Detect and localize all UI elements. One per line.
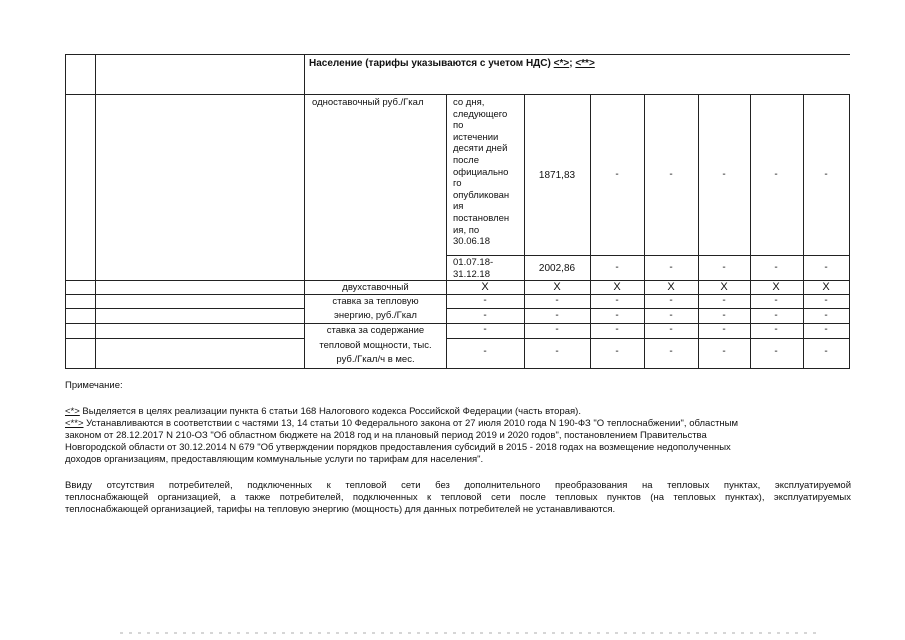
dash-r7-c6: - <box>774 346 778 357</box>
x-mark-c2: X <box>553 281 561 293</box>
section-header <box>309 58 595 70</box>
col-line-right <box>849 94 850 369</box>
col-line-5 <box>590 94 591 369</box>
x-mark-c7: X <box>822 281 830 293</box>
header-row-divider <box>65 94 850 95</box>
value1-cell: 1871,83 <box>538 170 576 181</box>
row-divider-6b <box>65 338 305 339</box>
period1-line: официально <box>453 166 509 178</box>
two-rate-label: двухставочный <box>342 282 409 293</box>
note-2-line: законом от 28.12.2017 N 210-ОЗ "Об областном бюджете на 2018 год и на плановый период 2019 и 2020 годов", постановлением Правительства <box>65 430 707 441</box>
dash-r2-c7: - <box>824 262 828 273</box>
dash-r6-c1: - <box>483 324 487 335</box>
dash-r2-c6: - <box>774 262 778 273</box>
dash-r4-c4: - <box>669 295 673 306</box>
col-line-8 <box>750 94 751 369</box>
row-divider-4b <box>95 308 305 309</box>
period1-line: опубликован <box>453 189 510 201</box>
col-line-0 <box>65 54 66 369</box>
period1-line: 30.06.18 <box>453 236 490 248</box>
dash-r1-c3: - <box>615 169 619 180</box>
dash-r7-c3: - <box>615 346 619 357</box>
closing-paragraph <box>65 480 851 516</box>
note-1 <box>65 406 855 418</box>
col-line-4 <box>524 94 525 369</box>
dash-r5-c6: - <box>774 310 778 321</box>
energy-rate-label-line2: энергию, руб./Гкал <box>334 310 417 321</box>
row-divider-4c <box>446 308 850 309</box>
dash-r7-c2: - <box>555 346 559 357</box>
dash-r1-c7: - <box>824 169 828 180</box>
note-2-line: Новгородской области от 30.12.2014 N 679 "Об утверждении порядков предоставления субсидий в 2015 - 2018 годах на возмещение недополученных <box>65 442 731 453</box>
section-header-sep: ; <box>569 58 576 69</box>
dash-r4-c5: - <box>722 295 726 306</box>
col-line-6 <box>644 94 645 369</box>
x-mark-c1: X <box>481 281 489 293</box>
capacity-rate-label-line1: ставка за содержание <box>326 325 425 336</box>
dash-r7-c1: - <box>483 346 487 357</box>
dash-r4-c1: - <box>483 295 487 306</box>
col-line-7 <box>698 94 699 369</box>
dash-r5-c3: - <box>615 310 619 321</box>
dash-r6-c7: - <box>824 324 828 335</box>
period1-line: со дня, <box>453 97 485 108</box>
dash-r6-c3: - <box>615 324 619 335</box>
period1-line: по <box>453 120 464 132</box>
closing-paragraph-line: теплоснабжающей организацией, а также потребителей, подключенных к тепловой сети после тепловых пунктов (на тепловых пунктах), эксплуатируемых <box>65 492 851 503</box>
notes-heading: Примечание: <box>65 380 123 391</box>
x-mark-c3: X <box>613 281 621 293</box>
capacity-rate-label-line3: руб./Гкал/ч в мес. <box>336 354 415 365</box>
value2-cell: 2002,86 <box>538 263 576 274</box>
period1-line: истечении <box>453 131 499 143</box>
row-divider-4 <box>65 308 95 309</box>
table-top-border <box>65 54 850 55</box>
dash-r7-c7: - <box>824 346 828 357</box>
dash-r4-c7: - <box>824 295 828 306</box>
dash-r1-c4: - <box>669 169 673 180</box>
note-2-line: Устанавливаются в соответствии с частями 13, 14 статьи 10 Федерального закона от 27 июля 2010 года N 190-ФЗ "О теплоснабжении", областным <box>83 418 739 429</box>
period1-line: ия <box>453 201 464 213</box>
scan-artifact-line <box>120 632 820 634</box>
dash-r5-c2: - <box>555 310 559 321</box>
dash-r2-c5: - <box>722 262 726 273</box>
dash-r5-c5: - <box>722 310 726 321</box>
period1-line: следующего <box>453 108 508 120</box>
row-divider-period <box>446 255 850 256</box>
note-2 <box>65 418 855 466</box>
col-line-3 <box>446 94 447 369</box>
dash-r1-c6: - <box>774 169 778 180</box>
closing-paragraph-line: Ввиду отсутствия потребителей, подключенных к тепловой сети без дополнительного преобразования на тепловых пунктах, эксплуатируемой <box>65 480 851 491</box>
dash-r6-c2: - <box>555 324 559 335</box>
period1-line: десяти дней <box>453 143 508 155</box>
x-mark-c5: X <box>720 281 728 293</box>
energy-rate-label-line1: ставка за тепловую <box>332 296 419 307</box>
dash-r6-c6: - <box>774 324 778 335</box>
dash-r5-c4: - <box>669 310 673 321</box>
dash-r4-c3: - <box>615 295 619 306</box>
section-header-text: Население (тарифы указываются с учетом НДС) <box>309 58 551 69</box>
period2-cell <box>453 257 523 280</box>
note-2-line: доходов организациям, предоставляющим коммунальные услуги по тарифам для населения". <box>65 454 484 465</box>
dash-r4-c6: - <box>774 295 778 306</box>
section-header-ref2: <**> <box>575 58 595 69</box>
dash-r7-c5: - <box>722 346 726 357</box>
period1-line: го <box>453 178 462 190</box>
dash-r6-c5: - <box>722 324 726 335</box>
period2-line: 01.07.18- <box>453 257 494 268</box>
col-line-1 <box>95 54 96 369</box>
period1-cell <box>453 97 523 248</box>
row-divider-6 <box>446 338 850 339</box>
col-line-9 <box>803 94 804 369</box>
dash-r5-c1: - <box>483 310 487 321</box>
note-2-ref: <**> <box>65 418 84 429</box>
dash-r5-c7: - <box>824 310 828 321</box>
dash-r2-c3: - <box>615 262 619 273</box>
dash-r7-c4: - <box>669 346 673 357</box>
one-rate-label: одноставочный руб./Гкал <box>312 97 424 108</box>
dash-r1-c5: - <box>722 169 726 180</box>
period1-line: постановлен <box>453 212 510 224</box>
section-header-ref1: <*> <box>553 58 570 69</box>
dash-r4-c2: - <box>555 295 559 306</box>
period1-line: ия, по <box>453 224 480 236</box>
period1-line: после <box>453 154 480 166</box>
note-1-ref: <*> <box>65 406 80 417</box>
x-mark-c4: X <box>667 281 675 293</box>
dash-r6-c4: - <box>669 324 673 335</box>
table-bottom-border <box>65 368 850 369</box>
x-mark-c6: X <box>772 281 780 293</box>
period2-line: 31.12.18 <box>453 268 490 280</box>
note-1-text: Выделяется в целях реализации пункта 6 статьи 168 Налогового кодекса Российской Федерации (часть вторая). <box>79 406 581 417</box>
col-line-2 <box>304 54 305 369</box>
dash-r2-c4: - <box>669 262 673 273</box>
capacity-rate-label-line2: тепловой мощности, тыс. <box>319 340 432 351</box>
closing-paragraph-line: теплоснабжающей организацией, тарифы на тепловую энергию (мощность) для данных потребителей не устанавливаются. <box>65 504 616 515</box>
